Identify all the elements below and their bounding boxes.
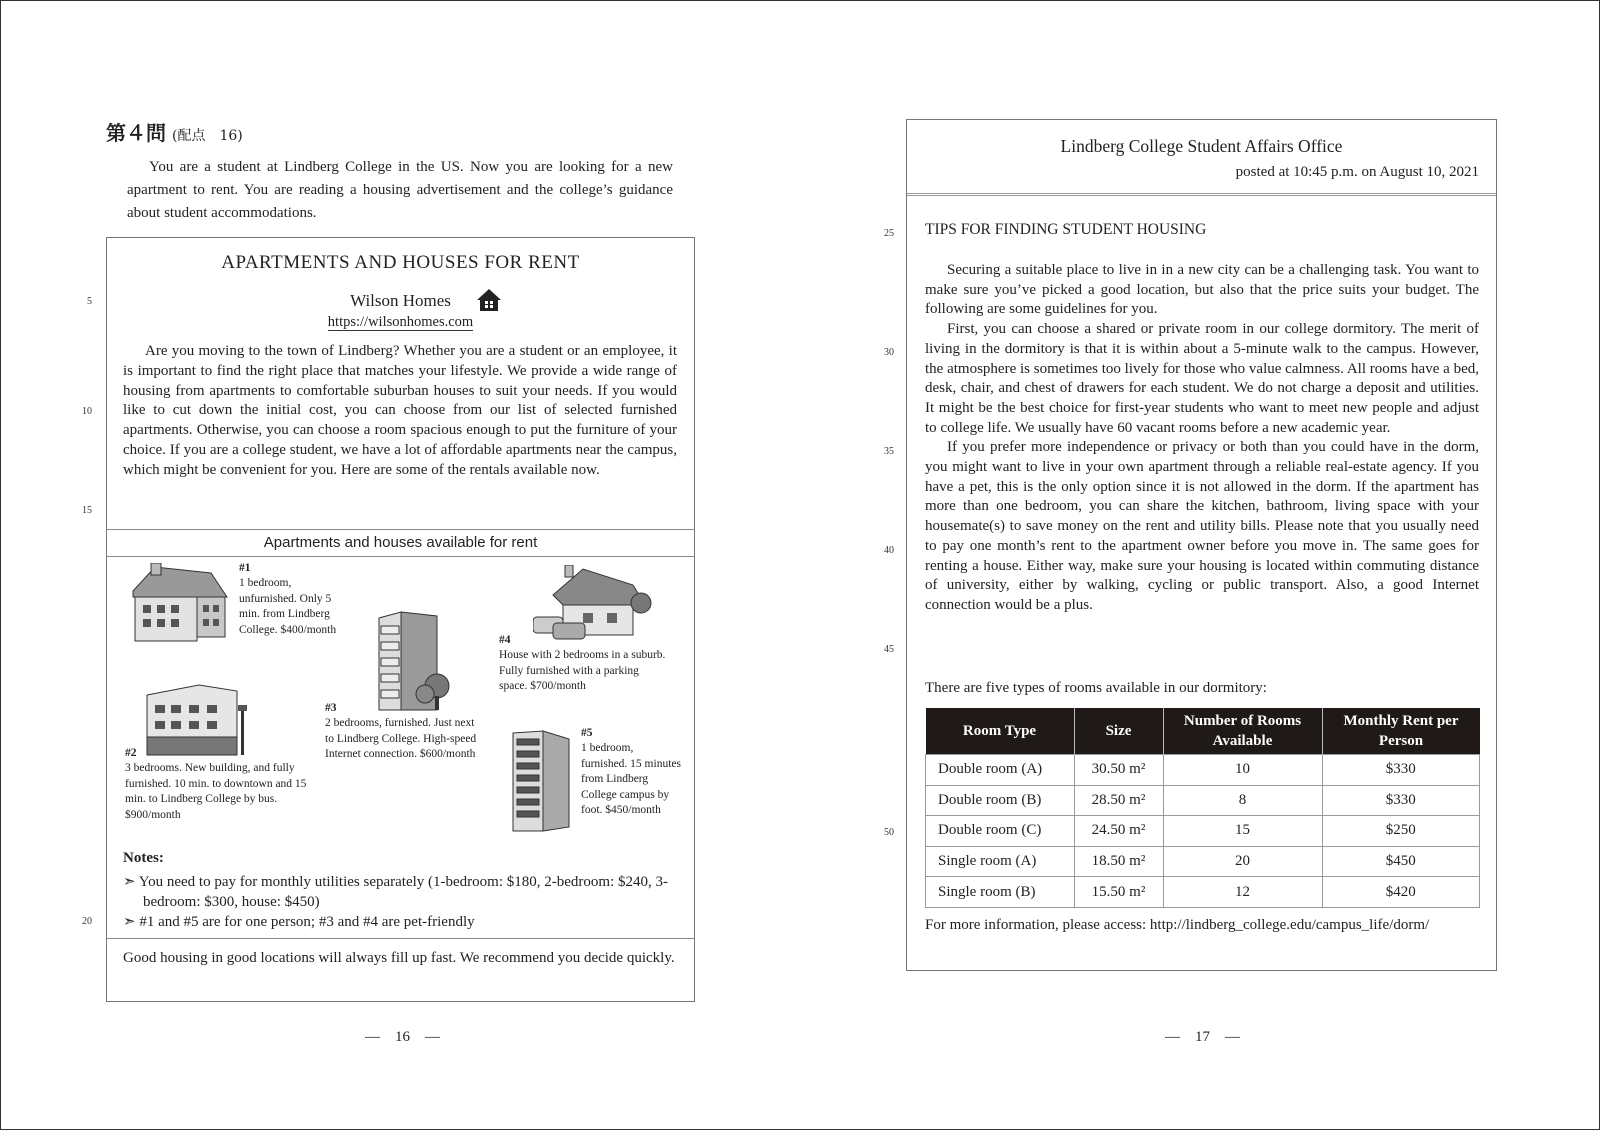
cell-rooms-available: 12: [1163, 877, 1322, 908]
listing-2: [125, 746, 325, 823]
cell-rooms-available: 10: [1163, 755, 1322, 786]
listing-1-id: #1: [239, 562, 251, 574]
more-info-link[interactable]: For more information, please access: http://lindberg_college.edu/campus_life/dorm/: [925, 917, 1430, 933]
cell-room-type: Single room (B): [926, 877, 1075, 908]
listing-1: [239, 561, 351, 638]
company-name: Wilson Homes: [350, 291, 451, 310]
notice-header: [907, 120, 1496, 196]
listing-2-id: #2: [125, 747, 137, 759]
listing-2-desc: 3 bedrooms. New building, and fully furnished. 10 min. to downtown and 15 min. to Lindberg College by bus. $900/month: [125, 762, 307, 821]
building-3-illustration: [371, 608, 455, 714]
ad-title: APARTMENTS AND HOUSES FOR RENT: [221, 252, 580, 273]
cell-monthly-rent: $330: [1322, 755, 1480, 786]
line-number: 5: [87, 296, 92, 307]
line-number: 20: [82, 916, 92, 927]
question-number: 第４問: [106, 121, 166, 145]
page-number-right: — 17 —: [1165, 1029, 1241, 1045]
note-item: ➣ You need to pay for monthly utilities separately (1-bedroom: $180, 2-bedroom: $240, 3-bedroom: $300, house: $450): [123, 874, 668, 910]
cell-rooms-available: 15: [1163, 816, 1322, 847]
line-number: 50: [884, 827, 894, 838]
house-icon: [476, 288, 502, 312]
table-row: [926, 846, 1480, 877]
table-header-monthly-rent: Monthly Rent per Person: [1322, 708, 1480, 755]
notice-paragraph: Securing a suitable place to live in in a new city can be a challenging task. You want to make sure you’ve picked a good location, but also that the price suits your budget. The following are some guidelines for you.: [925, 262, 1479, 318]
listing-5-desc: 1 bedroom, furnished. 15 minutes from Lindberg College campus by foot. $450/month: [581, 742, 681, 817]
ad-footer: Good housing in good locations will always fill up fast. We recommend you decide quickly.: [107, 938, 694, 968]
listing-4-id: #4: [499, 634, 511, 646]
company-url[interactable]: [107, 314, 694, 331]
listing-4: [499, 633, 669, 695]
table-header-room-type: Room Type: [926, 708, 1075, 755]
rental-advertisement: [106, 237, 695, 1002]
line-number: 40: [884, 545, 894, 556]
listings-header: Apartments and houses available for rent: [107, 529, 694, 557]
table-row: [926, 785, 1480, 816]
cell-monthly-rent: $450: [1322, 846, 1480, 877]
listing-3-id: #3: [325, 702, 337, 714]
notes-title: Notes:: [123, 850, 164, 866]
line-number: 15: [82, 505, 92, 516]
line-number: 25: [884, 228, 894, 239]
dorm-rooms-table: [925, 708, 1480, 908]
cell-monthly-rent: $250: [1322, 816, 1480, 847]
line-number: 35: [884, 446, 894, 457]
listing-3-desc: 2 bedrooms, furnished. Just next to Lindberg College. High-speed Internet connection. $600/month: [325, 717, 477, 761]
table-row: [926, 816, 1480, 847]
company-url-link[interactable]: https://wilsonhomes.com: [327, 314, 474, 330]
office-title: Lindberg College Student Affairs Office: [1060, 136, 1343, 156]
cell-size: 18.50 m²: [1074, 846, 1163, 877]
posted-timestamp: posted at 10:45 p.m. on August 10, 2021: [1235, 164, 1479, 180]
ad-body: Are you moving to the town of Lindberg? Whether you are a student or an employee, it is important to find the right place that matches your lifestyle. We provide a wide range of housing from apartments to comfortable suburban houses to suit your needs. If you would like to cut down the initial cost, you can choose from our list of selected furnished apartments. Otherwise, you can choose a room spacious enough to put the furniture of your choice. If you are a college student, we have a lot of affordable apartments near the campus, which might be convenient for you. Here are some of the rentals available now.: [123, 343, 677, 478]
listing-5-id: #5: [581, 727, 593, 739]
cell-rooms-available: 8: [1163, 785, 1322, 816]
page-number-left: — 16 —: [365, 1029, 441, 1045]
notice-body: [925, 261, 1479, 616]
note-item: ➣ #1 and #5 are for one person; #3 and #4 are pet-friendly: [123, 914, 475, 930]
table-row: [926, 755, 1480, 786]
listing-3: [325, 701, 485, 763]
building-5-illustration: [511, 729, 573, 833]
question-heading: [106, 117, 243, 146]
line-number: 45: [884, 644, 894, 655]
listing-1-desc: 1 bedroom, unfurnished. Only 5 min. from Lindberg College. $400/month: [239, 577, 337, 636]
cell-monthly-rent: $330: [1322, 785, 1480, 816]
cell-size: 24.50 m²: [1074, 816, 1163, 847]
room-types-intro: There are five types of rooms available in our dormitory:: [925, 680, 1267, 696]
notice-paragraph: If you prefer more independence or privacy or both than you could have in the dorm, you might want to live in your own apartment through a reliable real-estate agency. If you have a pet, this is the only option since it is not allowed in the dorm. If the apartment has more than one bedroom, you can share the kitchen, bathroom, living space with your housemate(s) to save money on the rent and utility bills. Please note that you usually need to pay one month’s rent to the apartment owner before you move in. The same goes for renting a house. Either way, make sure your housing is located within commuting distance of university, either by walking, cycling or public transport. Also, a good Internet connection would be a plus.: [925, 439, 1479, 613]
table-row: [926, 877, 1480, 908]
listing-4-desc: House with 2 bedrooms in a suburb. Fully furnished with a parking space. $700/month: [499, 649, 666, 693]
student-affairs-notice: [906, 119, 1497, 971]
cell-size: 15.50 m²: [1074, 877, 1163, 908]
building-1-illustration: [125, 563, 231, 645]
cell-room-type: Double room (C): [926, 816, 1075, 847]
cell-room-type: Double room (A): [926, 755, 1075, 786]
line-number: 10: [82, 406, 92, 417]
table-header-rooms-available: Number of Rooms Available: [1163, 708, 1322, 755]
tips-title: TIPS FOR FINDING STUDENT HOUSING: [925, 221, 1207, 238]
cell-size: 30.50 m²: [1074, 755, 1163, 786]
cell-size: 28.50 m²: [1074, 785, 1163, 816]
table-header-row: [926, 708, 1480, 755]
notice-paragraph: First, you can choose a shared or private room in our college dormitory. The merit of living in the dormitory is that it is within about a 5-minute walk to the campus. However, the atmosphere is sometimes too lively for those who value calmness. All rooms have a bed, desk, chair, and chest of drawers for each student. We do not charge a deposit and utilities. It might be the best choice for first-year students who want to meet new people and adjust to college life. We usually have 60 vacant rooms before a new academic year.: [925, 321, 1479, 436]
intro-paragraph: You are a student at Lindberg College in the US. Now you are looking for a new apartment to rent. You are reading a housing advertisement and the college’s guidance about student accommodations.: [127, 159, 673, 221]
cell-room-type: Double room (B): [926, 785, 1075, 816]
cell-room-type: Single room (A): [926, 846, 1075, 877]
line-number: 30: [884, 347, 894, 358]
cell-monthly-rent: $420: [1322, 877, 1480, 908]
table-header-size: Size: [1074, 708, 1163, 755]
listing-5: [581, 726, 681, 818]
cell-rooms-available: 20: [1163, 846, 1322, 877]
question-points: (配点 16): [172, 128, 243, 144]
